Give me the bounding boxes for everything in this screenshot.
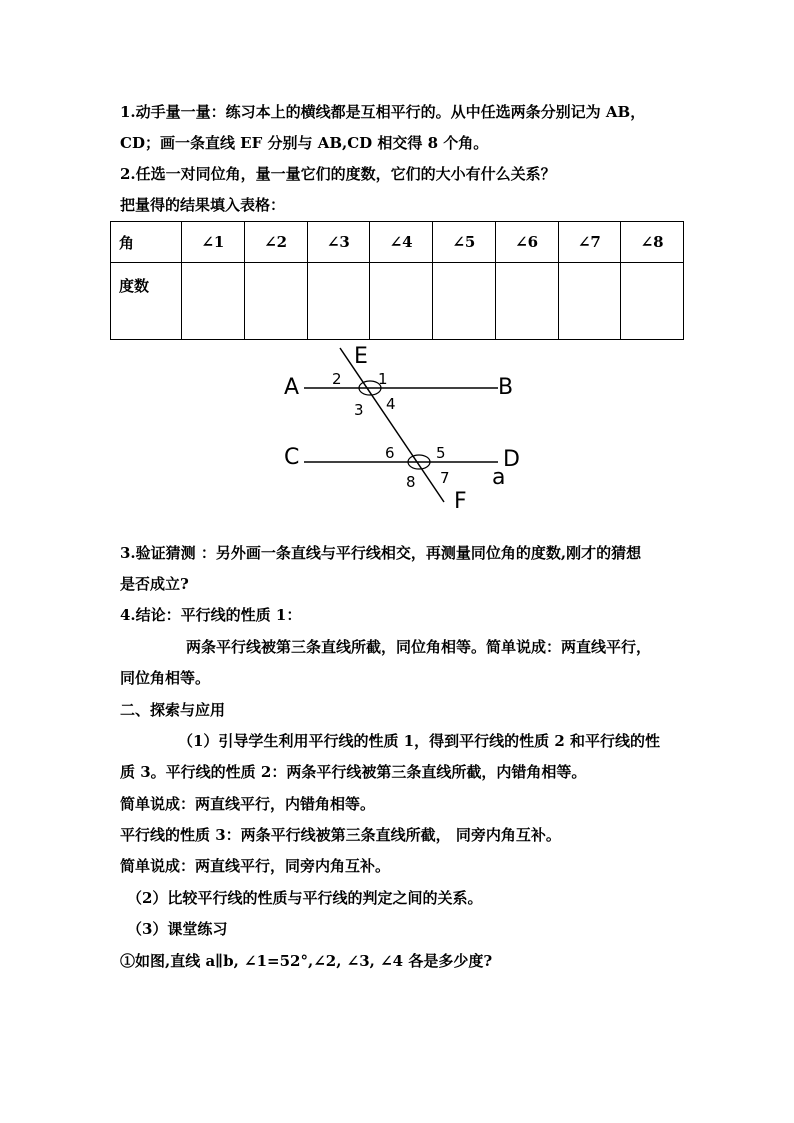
item1-line5: 简单说成：两直线平行，同旁内角互补。 (120, 857, 391, 875)
step4-line2: 同位角相等。 (120, 669, 211, 687)
label-f: F (454, 489, 467, 514)
table-cell-empty (433, 263, 496, 340)
angle-label-2: 2 (332, 370, 342, 388)
section-heading-explore: 二、探索与应用 (120, 701, 226, 719)
table-cell-empty (495, 263, 558, 340)
label-c: C (284, 445, 300, 470)
angle-label-8: 8 (406, 473, 416, 491)
step1-line2: CD；画一条直线 EF 分别与 AB,CD 相交得 8 个角。 (120, 134, 489, 152)
step2-question: 2.任选一对同位角，量一量它们的度数，它们的大小有什么关系？ (120, 165, 556, 183)
angle-label-1: 1 (378, 370, 388, 388)
table-header-angle: 角 (111, 222, 182, 263)
table-cell-angle-3: ∠3 (307, 222, 370, 263)
angle-label-7: 7 (440, 469, 450, 487)
transversal-ef (340, 348, 444, 502)
table-cell-angle-7: ∠7 (558, 222, 621, 263)
table-intro: 把量得的结果填入表格： (120, 196, 286, 214)
step4-line1: 两条平行线被第三条直线所截，同位角相等。简单说成：两直线平行， (186, 638, 652, 656)
item3: （3）课堂练习 (127, 920, 228, 938)
table-cell-angle-4: ∠4 (370, 222, 433, 263)
angle-label-5: 5 (436, 444, 446, 462)
label-a-lower: a (492, 465, 506, 490)
step1-line1: 1.动手量一量：练习本上的横线都是互相平行的。从中任选两条分别记为 AB， (120, 103, 646, 121)
table-cell-angle-5: ∠5 (433, 222, 496, 263)
angle-measure-table (110, 221, 684, 340)
item1-line1: （1）引导学生利用平行线的性质 1，得到平行线的性质 2 和平行线的性 (178, 732, 660, 750)
angle-label-6: 6 (385, 444, 395, 462)
step3-line2: 是否成立? (120, 575, 189, 593)
label-b: B (498, 375, 514, 400)
item1-line2: 质 3。平行线的性质 2：两条平行线被第三条直线所截，内错角相等。 (120, 763, 587, 781)
step3-line1: 3.验证猜测 ：另外画一条直线与平行线相交，再测量同位角的度数,刚才的猜想 (120, 544, 642, 562)
step4-title: 4.结论：平行线的性质 1： (120, 606, 302, 624)
label-e: E (354, 344, 368, 369)
item1-line3: 简单说成：两直线平行，内错角相等。 (120, 795, 376, 813)
label-d: D (503, 447, 520, 472)
table-row-angles (111, 222, 684, 263)
label-a: A (284, 375, 300, 400)
angle-label-4: 4 (386, 395, 396, 413)
table-cell-angle-8: ∠8 (621, 222, 684, 263)
table-cell-angle-2: ∠2 (244, 222, 307, 263)
table-cell-angle-6: ∠6 (495, 222, 558, 263)
exercise1: ①如图,直线 a∥b, ∠1=52°,∠2, ∠3, ∠4 各是多少度? (120, 952, 493, 970)
table-cell-empty (370, 263, 433, 340)
table-row-degrees (111, 263, 684, 340)
table-header-degrees: 度数 (111, 263, 182, 340)
table-cell-empty (182, 263, 245, 340)
table-cell-empty (558, 263, 621, 340)
table-cell-empty (244, 263, 307, 340)
item1-line4: 平行线的性质 3：两条平行线被第三条直线所截， 同旁内角互补。 (120, 826, 561, 844)
parallel-lines-figure (270, 340, 540, 518)
table-cell-angle-1: ∠1 (182, 222, 245, 263)
table-cell-empty (307, 263, 370, 340)
item2: （2）比较平行线的性质与平行线的判定之间的关系。 (127, 889, 483, 907)
table-cell-empty (621, 263, 684, 340)
angle-label-3: 3 (354, 401, 364, 419)
